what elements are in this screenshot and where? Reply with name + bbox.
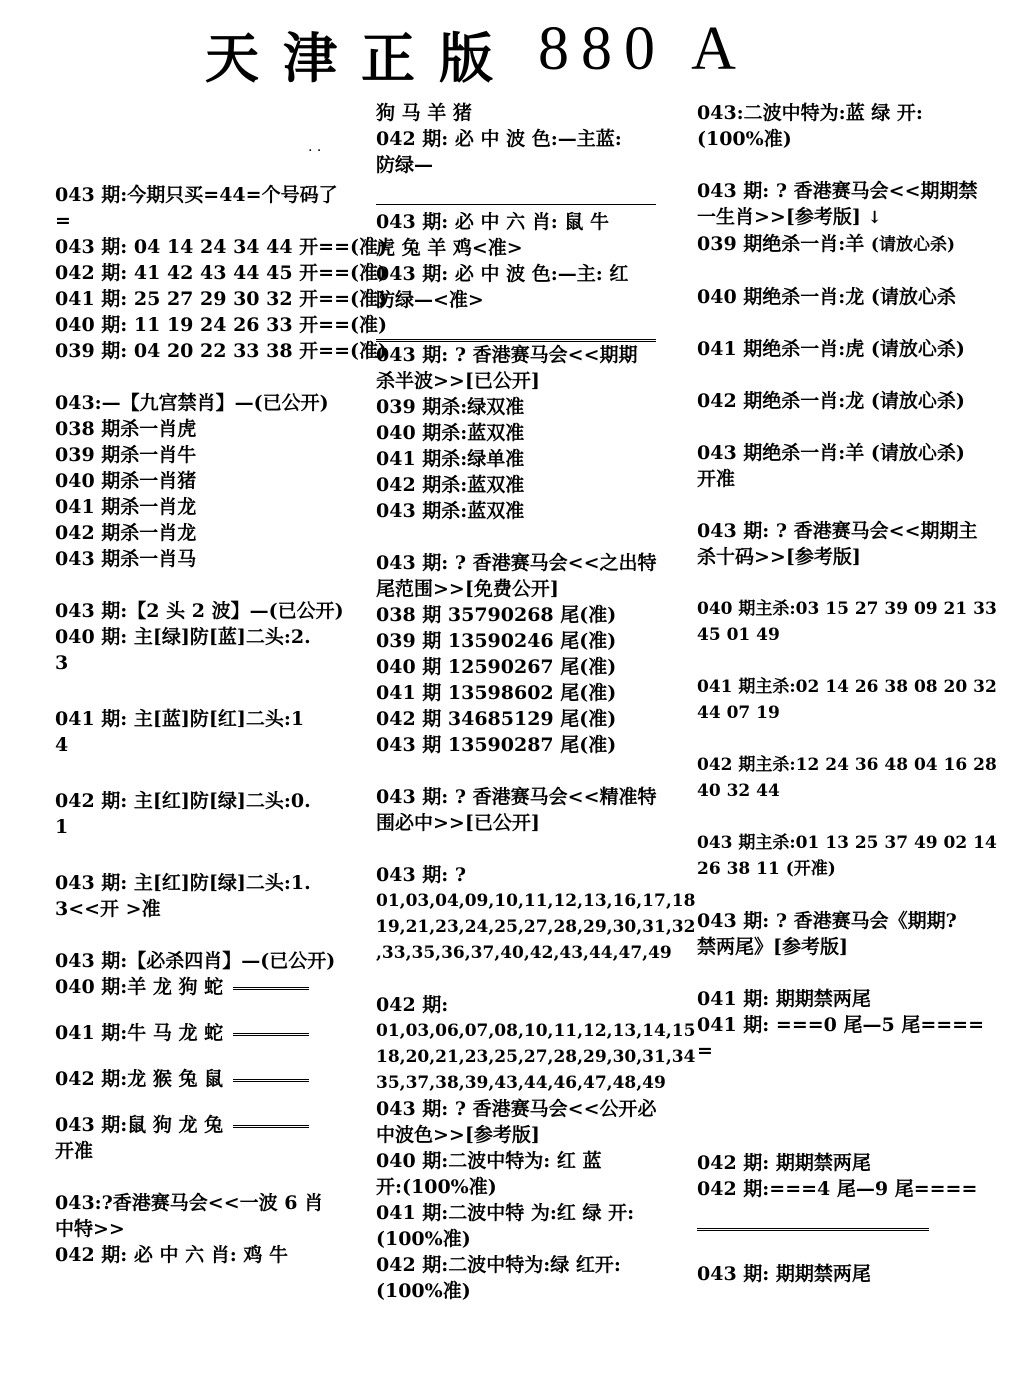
column-middle (376, 100, 696, 1304)
two-head-row-cont: 3 (55, 652, 69, 674)
main-kill-row-cont: 44 07 19 (697, 703, 780, 723)
kill-half-wave-row: 042 期杀:蓝双准 (376, 474, 525, 496)
main-kill-row: 041 期主杀:02 14 26 38 08 20 32 (697, 677, 997, 697)
main-kill-row: 043 期主杀:01 13 25 37 49 02 14 (697, 833, 997, 853)
buy-numbers-heading: 043 期:今期只买=44=个号码了 (55, 184, 338, 206)
two-wave-row: 041 期:二波中特 为:红 绿 开: (376, 1202, 635, 1224)
tail-range-row: 040 期 12590267 尾(准) (376, 656, 617, 678)
ban-tail-heading-cont: 禁两尾》[参考版] (697, 936, 848, 958)
kill-half-wave-row: 040 期杀:蓝双准 (376, 422, 525, 444)
number-row: 041 期: 25 27 29 30 32 开==(准) (55, 288, 387, 310)
kill-four-row (55, 1066, 340, 1092)
kill-half-wave-heading: 043 期: ? 香港赛马会<<期期 (376, 344, 638, 366)
double-rule (233, 1125, 309, 1128)
jiugong-row: 042 期杀一肖龙 (55, 522, 197, 544)
ban-tail-row-cont: = (697, 1040, 713, 1062)
kill-four-text: 043 期:鼠 狗 龙 兔 (55, 1114, 224, 1136)
ban-tail-row: 042 期: 期期禁两尾 (697, 1152, 871, 1174)
two-head-row: 042 期: 主[红]防[绿]二头:0. (55, 790, 311, 812)
jiugong-row: 043 期杀一肖马 (55, 548, 197, 570)
column-right (697, 100, 997, 1287)
page-title (0, 14, 1027, 90)
double-rule (233, 987, 309, 990)
two-head-row-cont: 1 (55, 816, 69, 838)
tail-range-row: 038 期 35790268 尾(准) (376, 604, 617, 626)
two-wave-row: 042 期:二波中特为:绿 红开: (376, 1254, 621, 1276)
number-list-row: 19,21,23,24,25,27,28,29,30,31,32 (376, 917, 696, 937)
two-head-row: 043 期: 主[红]防[绿]二头:1. (55, 872, 311, 894)
two-head-row-cont: 3<<开 >准 (55, 898, 161, 920)
two-wave-row-cont: (100%准) (697, 128, 792, 150)
double-rule (233, 1033, 309, 1036)
tail-range-row: 042 期 34685129 尾(准) (376, 708, 617, 730)
jiugong-row: 039 期杀一肖牛 (55, 444, 197, 466)
ban-zodiac-note: (请放心杀) (870, 442, 965, 464)
number-list-heading: 042 期: (376, 994, 449, 1016)
wave-color-row-cont: 防绿— (376, 154, 434, 176)
main-kill-row: 040 期主杀:03 15 27 39 09 21 33 (697, 599, 997, 619)
ban-zodiac-row (697, 440, 982, 466)
number-row: 043 期: 04 14 24 34 44 开==(准) (55, 236, 387, 258)
kill-four-row (55, 1020, 340, 1046)
buy-numbers-heading-cont: = (55, 210, 71, 232)
kill-four-row (55, 974, 340, 1000)
ban-tail-row: 042 期:===4 尾—9 尾==== (697, 1178, 978, 1200)
two-wave-row-cont: (100%准) (376, 1280, 471, 1302)
ban-zodiac-row (697, 231, 982, 258)
kill-four-text: 041 期:牛 马 龙 蛇 (55, 1022, 224, 1044)
number-list-heading: 043 期: ? (376, 864, 467, 886)
ban-zodiac-row (697, 284, 982, 310)
wave-color-row-cont: 防绿—<准> (376, 289, 484, 311)
main-kill-row: 042 期主杀:12 24 36 48 04 16 28 (697, 755, 997, 775)
six-zodiac-row: 043 期: 必 中 六 肖: 鼠 牛 (376, 211, 609, 233)
tail-range-row: 041 期 13598602 尾(准) (376, 682, 617, 704)
six-zodiac-cont: 狗 马 羊 猪 (376, 102, 472, 124)
number-list-row: 01,03,04,09,10,11,12,13,16,17,18 (376, 891, 696, 911)
tail-range-row: 043 期 13590287 尾(准) (376, 734, 617, 756)
column-left (55, 100, 387, 1268)
kill-four-row (55, 1112, 340, 1138)
ban-zodiac-row-cont: 开准 (697, 468, 736, 490)
ban-zodiac-note: (请放心杀 (870, 286, 956, 308)
tail-range-row: 039 期 13590246 尾(准) (376, 630, 617, 652)
kill-half-wave-row: 041 期杀:绿单准 (376, 448, 525, 470)
title-number: 880 A (538, 15, 748, 83)
kill-four-heading: 043 期:【必杀四肖】—(已公开) (55, 950, 336, 972)
two-head-row: 040 期: 主[绿]防[蓝]二头:2. (55, 626, 311, 648)
two-wave-heading-cont: 中波色>>[参考版] (376, 1124, 540, 1146)
jiugong-heading: 043:—【九宫禁肖】—(已公开) (55, 392, 329, 414)
one-wave-heading: 043:?香港赛马会<<一波 6 肖 (55, 1192, 324, 1214)
ban-zodiac-note: (请放心杀) (870, 390, 965, 412)
ban-zodiac-note: (请放心杀) (870, 338, 965, 360)
ban-zodiac-text: 040 期绝杀一肖:龙 (697, 286, 865, 308)
tail-range-heading-cont: 尾范围>>[免费公开] (376, 578, 559, 600)
six-zodiac-row-cont: 虎 兔 羊 鸡<准> (376, 237, 523, 259)
ban-tail-row: 041 期: ===0 尾—5 尾==== (697, 1014, 985, 1036)
two-head-heading: 043 期:【2 头 2 波】—(已公开) (55, 600, 344, 622)
ban-zodiac-text: 042 期绝杀一肖:龙 (697, 390, 865, 412)
main-kill-row-cont: 45 01 49 (697, 625, 780, 645)
ban-zodiac-row (697, 336, 982, 362)
ban-tail-row: 041 期: 期期禁两尾 (697, 988, 871, 1010)
number-row: 042 期: 41 42 43 44 45 开==(准) (55, 262, 387, 284)
ban-zodiac-row (697, 388, 982, 414)
two-wave-heading: 043 期: ? 香港赛马会<<公开必 (376, 1098, 657, 1120)
number-list-row: ,33,35,36,37,40,42,43,44,47,49 (376, 943, 672, 963)
dots-mark: . . (308, 139, 322, 155)
kill-four-text: 042 期:龙 猴 兔 鼠 (55, 1068, 224, 1090)
main-kill-row-cont: 40 32 44 (697, 781, 780, 801)
number-list-row: 35,37,38,39,43,44,46,47,48,49 (376, 1073, 666, 1093)
ban-zodiac-heading: 043 期: ? 香港赛马会<<期期禁 (697, 180, 978, 202)
kill-four-row-cont: 开准 (55, 1140, 94, 1162)
ban-zodiac-text: 041 期绝杀一肖:虎 (697, 338, 865, 360)
two-head-row: 041 期: 主[蓝]防[红]二头:1 (55, 708, 305, 730)
ban-zodiac-heading-cont (697, 204, 982, 231)
main-kill-heading-cont: 杀十码>>[参考版] (697, 546, 861, 568)
one-wave-row: 042 期: 必 中 六 肖: 鸡 牛 (55, 1244, 288, 1266)
ban-zodiac-text: 039 期绝杀一肖:羊 (697, 233, 865, 255)
kill-four-text: 040 期:羊 龙 狗 蛇 (55, 976, 224, 998)
one-wave-heading-cont: 中特>> (55, 1218, 125, 1240)
jiugong-row: 038 期杀一肖虎 (55, 418, 197, 440)
ban-zodiac-text: 043 期绝杀一肖:羊 (697, 442, 865, 464)
two-wave-row-cont: (100%准) (376, 1228, 471, 1250)
ban-zodiac-heading-text: 一生肖>>[参考版] (697, 206, 861, 228)
wave-color-row: 042 期: 必 中 波 色:—主蓝: (376, 128, 622, 150)
precise-range-heading: 043 期: ? 香港赛马会<<精准特 (376, 786, 657, 808)
jiugong-row: 040 期杀一肖猪 (55, 470, 197, 492)
ban-zodiac-note: (请放心杀) (870, 235, 956, 255)
title-chinese: 天津正版 (205, 26, 517, 90)
arrow-mark: ↓ (867, 208, 882, 228)
wave-color-row: 043 期: 必 中 波 色:—主: 红 (376, 263, 629, 285)
ban-tail-heading: 043 期: ? 香港赛马会《期期? (697, 910, 957, 932)
number-list-row: 18,20,21,23,25,27,28,29,30,31,34 (376, 1047, 696, 1067)
double-rule (233, 1079, 309, 1082)
main-kill-row-cont: 26 38 11 (开准) (697, 859, 836, 879)
two-head-row-cont: 4 (55, 734, 69, 756)
kill-half-wave-row: 039 期杀:绿双准 (376, 396, 525, 418)
number-row: 039 期: 04 20 22 33 38 开==(准) (55, 340, 387, 362)
kill-half-wave-heading-cont: 杀半波>>[已公开] (376, 370, 540, 392)
main-kill-heading: 043 期: ? 香港赛马会<<期期主 (697, 520, 978, 542)
two-wave-row: 040 期:二波中特为: 红 蓝 (376, 1150, 602, 1172)
number-row: 040 期: 11 19 24 26 33 开==(准) (55, 314, 387, 336)
tail-range-heading: 043 期: ? 香港赛马会<<之出特 (376, 552, 657, 574)
number-list-row: 01,03,06,07,08,10,11,12,13,14,15 (376, 1021, 696, 1041)
kill-half-wave-row: 043 期杀:蓝双准 (376, 500, 525, 522)
two-wave-row: 043:二波中特为:蓝 绿 开: (697, 102, 923, 124)
ban-tail-row: 043 期: 期期禁两尾 (697, 1263, 871, 1285)
precise-range-heading-cont: 围必中>>[已公开] (376, 812, 540, 834)
jiugong-row: 041 期杀一肖龙 (55, 496, 197, 518)
two-wave-row-cont: 开:(100%准) (376, 1176, 497, 1198)
